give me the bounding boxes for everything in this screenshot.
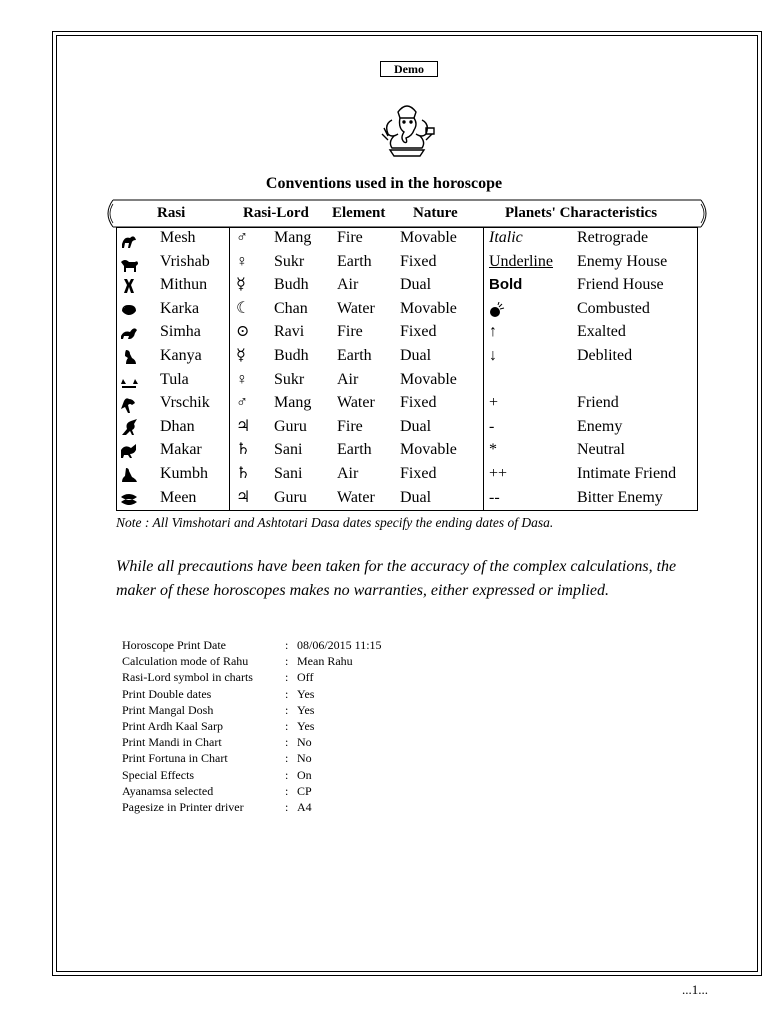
element-cell: Earth — [337, 252, 372, 270]
rasi-sign-icon — [120, 442, 138, 460]
combust-icon — [489, 302, 505, 318]
characteristic-meaning: Neutral — [577, 441, 625, 459]
setting-separator: : — [285, 638, 289, 652]
nature-cell: Movable — [400, 441, 457, 459]
element-cell: Fire — [337, 229, 363, 246]
characteristic-marker: -- — [489, 488, 500, 506]
planet-symbol: ♀ — [236, 252, 248, 270]
setting-label: Print Fortuna in Chart — [122, 751, 228, 766]
setting-separator: : — [285, 767, 289, 782]
nature-cell: Dual — [400, 417, 432, 435]
setting-value: Yes — [297, 718, 315, 733]
characteristic-meaning: Friend — [577, 394, 619, 412]
table-row — [116, 252, 698, 276]
setting-separator: : — [285, 654, 289, 669]
table-row — [116, 299, 698, 323]
setting-label: Special Effects — [122, 767, 195, 782]
characteristic-marker: ++ — [489, 465, 508, 482]
setting-value: No — [297, 751, 312, 766]
table-row — [116, 370, 698, 394]
rasi-sign-icon — [120, 348, 138, 366]
setting-separator: : — [285, 751, 289, 766]
planet-symbol: ♄ — [236, 465, 251, 482]
planet-symbol: ♂ — [236, 229, 248, 246]
rasi-name: Vrschik — [160, 394, 210, 412]
setting-value: CP — [297, 783, 312, 798]
header-element: Element — [332, 205, 386, 221]
setting-separator: : — [285, 783, 289, 798]
rasi-sign-icon — [120, 395, 138, 413]
setting-separator: : — [285, 670, 289, 685]
planet-symbol: ♃ — [236, 488, 251, 506]
page-title: Conventions used in the horoscope — [265, 175, 503, 192]
rasi-name: Mithun — [160, 276, 208, 294]
rasi-lord-name: Chan — [274, 299, 308, 317]
setting-separator: : — [285, 702, 289, 717]
rasi-sign-icon — [120, 324, 138, 342]
rasi-sign-icon — [120, 277, 138, 295]
setting-value: Off — [297, 670, 314, 685]
setting-label: Calculation mode of Rahu — [122, 654, 249, 669]
rasi-name: Dhan — [160, 417, 195, 435]
setting-separator: : — [285, 686, 289, 701]
characteristic-marker: Italic — [489, 229, 523, 246]
rasi-lord-name: Guru — [274, 417, 307, 435]
rasi-lord-name: Sukr — [274, 370, 305, 388]
characteristic-marker: * — [489, 441, 497, 459]
rasi-sign-icon — [120, 466, 138, 484]
element-cell: Water — [337, 394, 375, 412]
setting-value: On — [297, 767, 312, 782]
table-row — [116, 488, 698, 512]
rasi-lord-name: Budh — [274, 276, 309, 294]
rasi-sign-icon — [120, 254, 138, 272]
nature-cell: Movable — [400, 370, 457, 388]
characteristic-meaning: Enemy — [577, 417, 623, 435]
rasi-sign-icon — [120, 230, 138, 248]
demo-badge: Demo — [380, 61, 438, 77]
table-row — [116, 393, 698, 417]
element-cell: Fire — [337, 417, 363, 435]
setting-value: Yes — [297, 686, 315, 701]
nature-cell: Fixed — [400, 323, 437, 341]
table-row — [116, 417, 698, 441]
setting-label: Ayanamsa selected — [122, 783, 214, 798]
characteristic-meaning: Friend House — [577, 276, 664, 294]
element-cell: Air — [337, 465, 359, 482]
rasi-sign-icon — [120, 490, 138, 508]
rasi-name: Kanya — [160, 347, 202, 364]
element-cell: Earth — [337, 347, 372, 364]
header-rasi: Rasi — [157, 205, 186, 221]
ganesha-icon — [378, 98, 436, 160]
header-rasi-lord: Rasi-Lord — [243, 205, 309, 221]
characteristic-marker: + — [489, 394, 499, 412]
characteristic-meaning: Intimate Friend — [577, 465, 677, 482]
characteristic-marker: - — [489, 417, 495, 435]
element-cell: Water — [337, 488, 375, 506]
nature-cell: Fixed — [400, 465, 437, 482]
rasi-sign-icon — [120, 301, 138, 319]
rasi-lord-name: Mang — [274, 394, 312, 412]
rasi-name: Meen — [160, 488, 197, 506]
table-row — [116, 440, 698, 464]
table-row — [116, 275, 698, 299]
rasi-lord-name: Guru — [274, 488, 307, 506]
setting-value: 08/06/2015 11:15 — [297, 638, 382, 652]
setting-label: Pagesize in Printer driver — [122, 799, 244, 814]
rasi-lord-name: Sani — [274, 441, 303, 459]
setting-separator: : — [285, 799, 289, 814]
element-cell: Air — [337, 370, 359, 388]
setting-label: Print Ardh Kaal Sarp — [122, 718, 223, 733]
rasi-sign-icon — [120, 419, 138, 437]
nature-cell: Dual — [400, 276, 432, 294]
rasi-lord-name: Budh — [274, 347, 309, 364]
characteristic-marker: ↓ — [489, 347, 497, 364]
rasi-lord-name: Ravi — [274, 323, 305, 341]
nature-cell: Dual — [400, 347, 432, 364]
characteristic-meaning: Exalted — [577, 323, 626, 341]
setting-value: Mean Rahu — [297, 654, 353, 669]
nature-cell: Movable — [400, 229, 457, 246]
rasi-sign-icon — [120, 372, 138, 390]
element-cell: Water — [337, 299, 375, 317]
characteristic-meaning: Retrograde — [577, 229, 649, 246]
planet-symbol: ♄ — [236, 441, 251, 459]
rasi-name: Mesh — [160, 229, 196, 246]
characteristic-meaning: Deblited — [577, 347, 633, 364]
setting-value: Yes — [297, 702, 315, 717]
table-row — [116, 464, 698, 488]
setting-label: Print Mandi in Chart — [122, 735, 222, 750]
rasi-lord-name: Sani — [274, 465, 303, 482]
planet-symbol: ☿ — [236, 347, 246, 364]
element-cell: Fire — [337, 323, 363, 341]
nature-cell: Fixed — [400, 394, 437, 412]
rasi-name: Karka — [160, 299, 200, 317]
setting-separator: : — [285, 735, 289, 750]
planet-symbol: ☿ — [236, 276, 246, 294]
rasi-name: Simha — [160, 323, 201, 341]
setting-separator: : — [285, 718, 289, 733]
characteristic-meaning: Combusted — [577, 299, 650, 317]
planet-symbol: ⊙ — [236, 323, 250, 341]
header-nature: Nature — [413, 205, 458, 221]
rasi-name: Kumbh — [160, 465, 208, 482]
table-row — [116, 346, 698, 370]
rasi-name: Tula — [160, 370, 189, 388]
element-cell: Air — [337, 276, 359, 294]
characteristic-marker: Underline — [489, 252, 553, 270]
characteristic-marker: ↑ — [489, 323, 497, 341]
characteristic-meaning: Enemy House — [577, 252, 668, 270]
table-row — [116, 322, 698, 346]
table-row — [116, 228, 698, 252]
rasi-name: Makar — [160, 441, 202, 459]
planet-symbol: ♂ — [236, 394, 248, 412]
setting-label: Print Mangal Dosh — [122, 702, 214, 717]
dasa-note: Note : All Vimshotari and Ashtotari Dasa dates specify the ending dates of Dasa. — [116, 515, 554, 530]
characteristic-marker: Bold — [489, 276, 523, 294]
setting-label: Horoscope Print Date — [122, 638, 226, 652]
element-cell: Earth — [337, 441, 372, 459]
planet-symbol: ☾ — [236, 299, 251, 317]
planet-symbol: ♃ — [236, 417, 251, 435]
planet-symbol: ♀ — [236, 370, 248, 388]
setting-label: Rasi-Lord symbol in charts — [122, 670, 253, 685]
nature-cell: Fixed — [400, 252, 437, 270]
disclaimer-text: While all precautions have been taken for the accuracy of the complex calculations, the maker of these horoscopes makes no warranties, either expressed or implied. — [116, 558, 677, 599]
setting-label: Print Double dates — [122, 686, 212, 701]
page-number: ...1... — [682, 982, 708, 997]
rasi-lord-name: Sukr — [274, 252, 305, 270]
setting-value: No — [297, 735, 312, 750]
nature-cell: Movable — [400, 299, 457, 317]
nature-cell: Dual — [400, 488, 432, 506]
rasi-name: Vrishab — [160, 252, 210, 270]
rasi-lord-name: Mang — [274, 229, 312, 246]
header-planets-characteristics: Planets' Characteristics — [505, 205, 658, 221]
characteristic-meaning: Bitter Enemy — [577, 488, 663, 506]
setting-value: A4 — [297, 799, 312, 814]
